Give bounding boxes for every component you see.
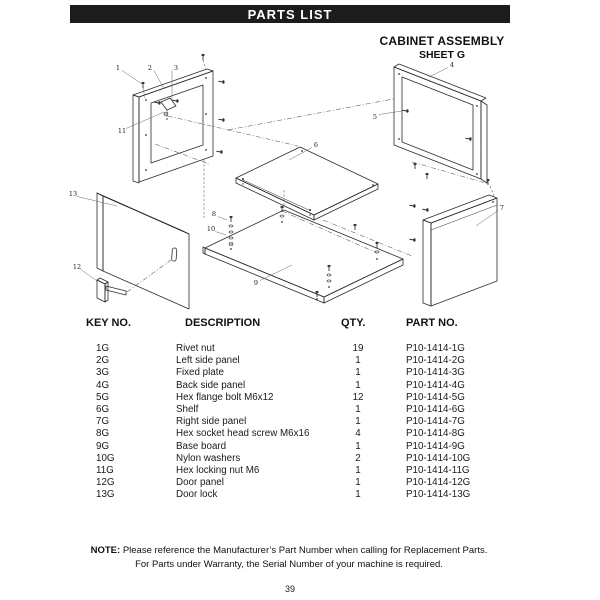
parts-cell-qty: 1 <box>355 416 361 428</box>
parts-cell-description: Door lock <box>176 489 218 501</box>
parts-cell-part: P10-1414-3G <box>406 367 465 379</box>
parts-table-row <box>0 380 600 392</box>
parts-cell-part: P10-1414-7G <box>406 416 465 428</box>
right-side-panel <box>423 195 497 306</box>
parts-cell-description: Fixed plate <box>176 367 224 379</box>
parts-cell-part: P10-1414-11G <box>406 464 470 476</box>
note-text-1: Please reference the Manufacturer’s Part Number when calling for Replacement Parts. <box>122 545 488 556</box>
parts-cell-description: Base board <box>176 440 227 452</box>
column-header-qty: QTY. <box>341 317 366 329</box>
note-label: NOTE: <box>90 545 121 556</box>
parts-cell-description: Back side panel <box>176 379 246 391</box>
parts-cell-part: P10-1414-1G <box>406 343 465 354</box>
parts-cell-part: P10-1414-12G <box>406 477 471 489</box>
parts-cell-qty: 2 <box>355 452 361 464</box>
column-header-key: KEY NO. <box>86 317 132 329</box>
parts-cell-qty: 1 <box>355 355 361 367</box>
callout-leader-1 <box>122 71 142 85</box>
parts-cell-qty: 1 <box>355 367 361 379</box>
assembly-title: CABINET ASSEMBLY <box>379 34 505 48</box>
parts-cell-description: Nylon washers <box>176 452 241 464</box>
parts-cell-qty: 12 <box>352 391 364 403</box>
parts-cell-description: Hex socket head screw M6x16 <box>176 428 310 440</box>
parts-cell-key: 4G <box>96 379 110 391</box>
callout-number-6: 6 <box>313 141 319 149</box>
note <box>0 544 578 572</box>
callout-number-10: 10 <box>206 225 216 233</box>
parts-table-row <box>0 441 600 453</box>
parts-cell-part: P10-1414-6G <box>406 403 465 415</box>
parts-cell-key: 10G <box>96 452 115 464</box>
assembly-sheet-label: SHEET G <box>418 49 466 61</box>
parts-table-row <box>0 416 600 428</box>
column-header-description: DESCRIPTION <box>185 317 261 329</box>
parts-cell-description: Right side panel <box>176 416 247 428</box>
parts-cell-description: Door panel <box>176 477 224 489</box>
callout-leader-8 <box>218 217 227 221</box>
parts-cell-key: 5G <box>96 391 110 403</box>
shelf <box>236 147 378 220</box>
parts-cell-key: 6G <box>96 403 110 415</box>
parts-table-row <box>0 453 600 465</box>
parts-cell-qty: 1 <box>355 477 361 489</box>
projection-lines <box>127 60 494 292</box>
parts-table-row <box>0 465 600 477</box>
callout-number-11: 11 <box>117 127 127 135</box>
parts-table-row <box>0 428 600 440</box>
left-side-panel <box>133 69 213 183</box>
parts-table-header <box>0 317 600 331</box>
note-line-1 <box>0 544 578 558</box>
parts-cell-qty: 1 <box>355 440 361 452</box>
callout-number-2: 2 <box>147 64 153 72</box>
parts-table <box>0 343 600 501</box>
parts-cell-key: 13G <box>96 489 115 501</box>
page-header-bar <box>70 5 510 23</box>
callout-leader-5 <box>379 111 402 115</box>
parts-table-row <box>0 489 600 501</box>
callout-leader-7 <box>476 211 498 227</box>
callout-number-8: 8 <box>211 210 217 218</box>
door-lock <box>97 278 126 302</box>
parts-cell-description: Left side panel <box>176 355 240 367</box>
parts-cell-key: 3G <box>96 367 110 379</box>
door-handle <box>172 248 177 261</box>
parts-cell-qty: 1 <box>355 489 361 501</box>
parts-cell-part: P10-1414-9G <box>406 440 465 452</box>
page-title: PARTS LIST <box>247 6 333 22</box>
parts-cell-part: P10-1414-5G <box>406 391 465 403</box>
parts-cell-description: Shelf <box>176 403 199 415</box>
parts-table-row <box>0 343 600 355</box>
parts-table-row <box>0 355 600 367</box>
parts-cell-part: P10-1414-10G <box>406 452 471 464</box>
parts-cell-part: P10-1414-2G <box>406 355 465 367</box>
fixed-plate-assembly <box>154 98 178 120</box>
parts-cell-qty: 19 <box>352 343 364 354</box>
page-number: 39 <box>284 584 295 594</box>
parts-cell-qty: 1 <box>355 464 361 476</box>
parts-table-row <box>0 392 600 404</box>
callout-leader-10 <box>215 232 226 236</box>
callout-leader-4 <box>429 68 448 78</box>
parts-cell-qty: 4 <box>355 428 361 440</box>
parts-cell-key: 7G <box>96 416 110 428</box>
parts-cell-qty: 1 <box>355 379 361 391</box>
callout-number-1: 1 <box>115 64 121 72</box>
parts-cell-key: 8G <box>96 428 110 440</box>
parts-cell-part: P10-1414-4G <box>406 379 465 391</box>
callout-leader-11 <box>126 112 164 129</box>
callout-number-12: 12 <box>72 263 82 271</box>
callout-leader-12 <box>81 270 97 282</box>
note-text-2: For Parts under Warranty, the Serial Number of your machine is required. <box>135 559 443 570</box>
callout-number-13: 13 <box>68 190 78 198</box>
parts-cell-qty: 1 <box>355 403 361 415</box>
callout-leader-6 <box>289 148 312 161</box>
parts-cell-description: Hex locking nut M6 <box>176 464 260 476</box>
callout-number-5: 5 <box>372 113 378 121</box>
parts-cell-key: 9G <box>96 440 110 452</box>
callout-number-3: 3 <box>173 64 179 72</box>
parts-table-row <box>0 404 600 416</box>
hardware-fasteners <box>141 54 489 297</box>
parts-cell-description: Rivet nut <box>176 343 215 354</box>
parts-cell-key: 12G <box>96 477 115 489</box>
parts-cell-key: 2G <box>96 355 110 367</box>
parts-cell-key: 1G <box>96 343 110 354</box>
callout-number-9: 9 <box>253 279 259 287</box>
parts-cell-key: 11G <box>96 464 114 476</box>
parts-cell-part: P10-1414-13G <box>406 489 471 501</box>
callout-number-4: 4 <box>449 61 455 69</box>
column-header-part: PART NO. <box>406 317 458 329</box>
back-side-panel <box>394 64 487 183</box>
callout-number-7: 7 <box>499 204 505 212</box>
parts-table-row <box>0 477 600 489</box>
base-board <box>203 210 403 303</box>
exploded-view-diagram <box>60 48 540 316</box>
parts-cell-description: Hex flange bolt M6x12 <box>176 391 274 403</box>
parts-table-row <box>0 367 600 379</box>
parts-cell-part: P10-1414-8G <box>406 428 465 440</box>
